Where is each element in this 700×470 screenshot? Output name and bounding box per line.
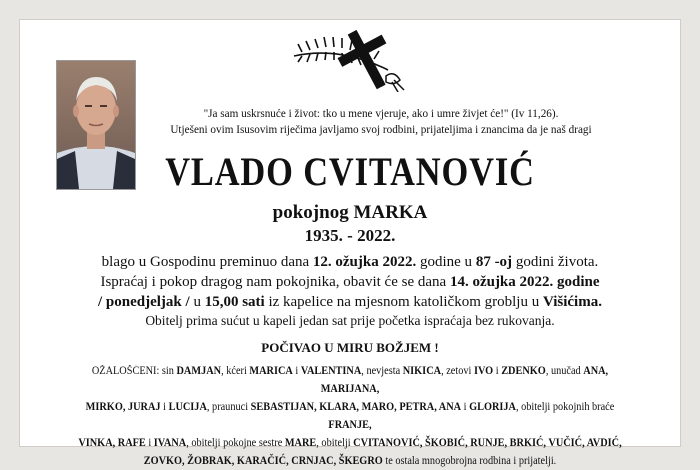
rip-line: POČIVAO U MIRU BOŽJEM ! (261, 340, 439, 355)
text-segment: , praunuci (206, 401, 251, 413)
mourner-name: ZDENKO (501, 365, 546, 377)
text-segment: te ostala mnogobrojna rodbina i prijatelji. (382, 455, 557, 467)
mourner-name: LUCIJA (168, 401, 207, 413)
death-date: 12. ožujka 2022. (312, 254, 417, 270)
mourner-name: NIKICA (402, 365, 442, 377)
text-segment: i (461, 401, 470, 413)
father-name: pokojnog MARKA (272, 202, 428, 223)
age: 87 -oj (475, 254, 513, 270)
funeral-place: Višićima. (542, 294, 602, 310)
funeral-date: 14. ožujka 2022. godine (449, 274, 600, 290)
life-years: 1935. - 2022. (304, 226, 396, 245)
text-segment: Ispraćaj i pokop dragog nam pokojnika, obavit će se dana (100, 274, 450, 290)
text-segment: i (160, 401, 169, 413)
text-segment: , zetovi (441, 365, 474, 377)
obituary-card (20, 20, 680, 467)
mourners-list (74, 362, 626, 470)
mourner-name: SEBASTIJAN, KLARA, MARO, PETRA, ANA (250, 401, 462, 413)
deceased-name: VLADO CVITANOVIĆ (165, 149, 535, 194)
mourner-name: IVO (473, 365, 494, 377)
mourner-name: VALENTINA (300, 365, 362, 377)
mourner-name: IVANA (153, 437, 187, 449)
mourner-name: VINKA, RAFE (78, 437, 146, 449)
text-segment: godine u (416, 254, 476, 270)
mourner-name: MARICA (249, 365, 293, 377)
weekday: / ponedjeljak / (98, 294, 190, 310)
mourners-line-2 (74, 398, 626, 434)
mourner-name: FRANJE, (328, 419, 372, 431)
funeral-time: 15,00 sati (204, 294, 265, 310)
mourner-name: DAMJAN (176, 365, 222, 377)
text-segment: , unučad (545, 365, 584, 377)
text-segment: godini života. (512, 254, 599, 270)
text-segment: i (145, 437, 154, 449)
cross-icon (290, 26, 420, 92)
text-segment: blago u Gospodinu preminuo dana (101, 254, 313, 270)
mourner-name: MIRKO, JURAJ (85, 401, 161, 413)
mourner-name: MARE (284, 437, 317, 449)
scripture-quote (146, 106, 616, 138)
announcement-text (60, 252, 640, 312)
text-segment: iz kapelice na mjesnom katoličkom groblju u (264, 294, 543, 310)
quote-line: "Ja sam uskrsnuće i život: tko u mene vjeruje, ako i umre živjet će!" (Iv 11,26). (203, 108, 559, 120)
mourner-name: ZOVKO, ŽOBRAK, KARAČIĆ, CRNJAC, ŠKEGRO (143, 455, 383, 467)
mourners-line-3 (74, 434, 626, 452)
mourner-name: CVITANOVIĆ, ŠKOBIĆ, RUNJE, BRKIĆ, VUČIĆ, AVDIĆ, (353, 437, 622, 449)
text-segment: OŽALOŠĆENI: sin (91, 365, 177, 377)
mourners-line-4 (74, 452, 626, 470)
funeral-line-2 (60, 292, 640, 312)
mourner-name: ANA, MARIJANA, (320, 365, 609, 395)
mourner-name: GLORIJA (469, 401, 516, 413)
condolences-note: Obitelj prima sućut u kapeli jedan sat prije početka ispraćaja bez rukovanja. (145, 313, 555, 328)
text-segment: u (189, 294, 205, 310)
text-segment: , obitelji pokojne sestre (186, 437, 285, 449)
intro-line: Utješeni ovim Isusovim riječima javljamo svoj rodbini, prijateljima i znancima da je naš dragi (170, 124, 592, 136)
text-segment: , obitelji (316, 437, 354, 449)
death-line (60, 252, 640, 272)
mourners-line-1 (74, 362, 626, 398)
funeral-line (60, 272, 640, 292)
text-segment: , kćeri (221, 365, 250, 377)
text-segment: , obitelji pokojnih braće (515, 401, 615, 413)
text-segment: , nevjesta (361, 365, 403, 377)
text-segment: i (292, 365, 301, 377)
text-segment: i (493, 365, 502, 377)
